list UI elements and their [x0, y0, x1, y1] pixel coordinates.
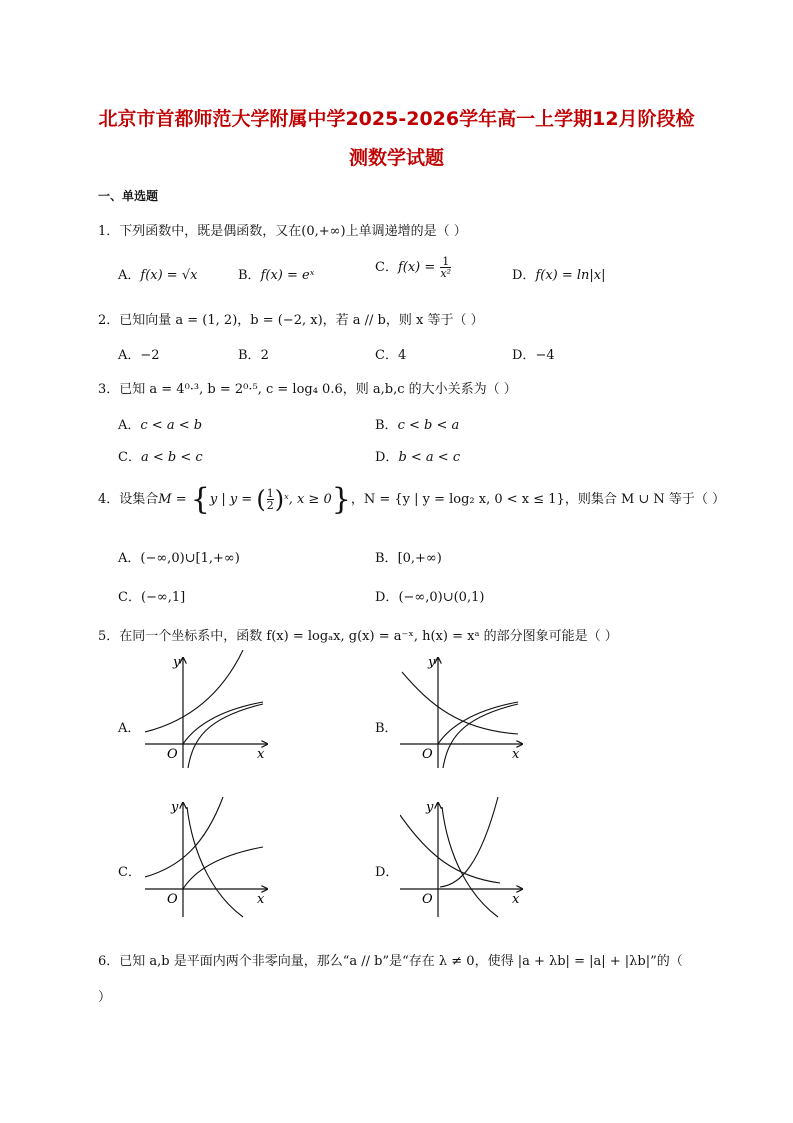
exp-decay-curve: [402, 672, 518, 734]
fraction-numerator: 1: [442, 255, 450, 268]
x-axis-label: x: [257, 747, 265, 762]
question-3-stem: 3．已知 a = 4⁰·³, b = 2⁰·⁵, c = log₄ 0.6，则 a,b,c 的大小关系为（ ）: [98, 382, 517, 397]
section-title: 一、单选题: [98, 189, 159, 203]
origin-label: O: [167, 892, 178, 907]
q1-interval: (0,+∞): [301, 224, 346, 239]
q1-option-b: [238, 264, 314, 283]
exp-curve: [145, 650, 243, 732]
q3-option-c: [118, 446, 203, 465]
option-label: A．: [118, 418, 141, 433]
option-label: C．: [375, 260, 398, 275]
option-text: c < a < b: [140, 418, 203, 433]
fraction-denominator: 2: [266, 499, 274, 512]
right-paren-icon: ): [274, 485, 285, 514]
q1-c-fraction: [440, 256, 451, 279]
origin-label: O: [167, 747, 178, 762]
option-text: 4: [397, 348, 407, 363]
document-title-line1: 北京市首都师范大学附属中学2025-2026学年高一上学期12月阶段检: [98, 108, 695, 130]
option-text: −2: [140, 348, 160, 363]
q1-option-c: [375, 256, 452, 279]
q5-option-a-label: A．: [118, 721, 141, 736]
y-axis-label: y: [428, 655, 436, 670]
q1-stem-after: 上单调递增的是（ ）: [345, 224, 467, 239]
option-label: B．: [238, 348, 261, 363]
q4-option-a: [118, 547, 240, 566]
option-label: D．: [375, 590, 399, 605]
log-curve: [188, 704, 263, 768]
q3-option-a: [118, 414, 202, 433]
option-label: A．: [118, 348, 141, 363]
option-text: f(x) = ln|x|: [535, 268, 606, 283]
option-text: (−∞,0)∪(0,1): [398, 590, 485, 605]
question-5-stem: 5．在同一个坐标系中，函数 f(x) = logₐx, g(x) = a⁻ˣ, h(x) = xᵃ 的部分图象可能是（ ）: [98, 629, 618, 644]
q1-option-d: [512, 264, 606, 283]
right-brace-icon: }: [331, 482, 351, 517]
q4-stem-pre: 4．设集合: [98, 492, 159, 507]
q5-option-d-label: D．: [375, 865, 399, 880]
q5-graph-a: [145, 650, 275, 770]
x-axis-label: x: [512, 892, 520, 907]
option-label: D．: [512, 348, 536, 363]
question-6-stem-line2: ）: [98, 990, 112, 1005]
q3-option-b: [375, 414, 459, 433]
option-label: C．: [375, 348, 398, 363]
option-text: [0,+∞): [397, 551, 442, 566]
option-label: D．: [512, 268, 536, 283]
q4-fraction: [267, 488, 274, 511]
option-label: D．: [375, 450, 399, 465]
power-curve: [438, 702, 518, 744]
option-label: B．: [375, 418, 398, 433]
q4-m-def: M =: [158, 492, 191, 507]
q4-option-d: [375, 586, 484, 605]
option-text: b < a < c: [398, 450, 461, 465]
q1-option-a: [118, 264, 197, 283]
x-axis-label: x: [512, 747, 520, 762]
q2-option-d: [512, 344, 555, 363]
q4-m-inner-right: ˣ, x ≥ 0: [284, 492, 332, 507]
option-label: B．: [375, 551, 398, 566]
q4-option-c: [118, 586, 185, 605]
q3-option-d: [375, 446, 460, 465]
q5-option-c-label: C．: [118, 865, 141, 880]
document-title-line2: 测数学试题: [348, 147, 444, 169]
question-4-stem: [98, 482, 725, 517]
left-paren-icon: (: [256, 485, 266, 514]
option-text: 2: [260, 348, 269, 363]
q4-m-inner: y | y =: [209, 492, 257, 507]
q5-graph-d: [400, 795, 530, 920]
origin-label: O: [422, 892, 433, 907]
option-label: A．: [118, 551, 141, 566]
fraction-denominator: x²: [440, 267, 452, 280]
option-text: f(x) = √x: [140, 268, 198, 283]
question-1-stem: [98, 220, 467, 239]
q4-option-b: [375, 547, 442, 566]
y-axis-label: y: [171, 800, 179, 815]
q5-graph-b: [400, 650, 530, 770]
q1-stem-before: 1．下列函数中，既是偶函数，又在: [98, 224, 302, 239]
exp-curve: [145, 797, 223, 877]
option-text: f(x) = eˣ: [260, 268, 315, 283]
q5-option-b-label: B．: [375, 721, 398, 736]
option-label: B．: [238, 268, 261, 283]
option-text: (−∞,1]: [140, 590, 186, 605]
x-axis-label: x: [257, 892, 265, 907]
q2-option-b: [238, 344, 269, 363]
option-text: −4: [535, 348, 555, 363]
option-label: A．: [118, 268, 141, 283]
exp-decay-curve: [400, 815, 500, 883]
log-curve: [443, 704, 518, 768]
q2-option-a: [118, 344, 160, 363]
option-label: C．: [118, 450, 141, 465]
origin-label: O: [422, 747, 433, 762]
q4-stem-mid: ，N = {y | y = log₂ x, 0 < x ≤ 1}，则集合 M ∪ N 等于（ ）: [350, 492, 726, 507]
question-2-stem: 2．已知向量 a = (1, 2)，b = (−2, x)，若 a // b，则 x 等于（ ）: [98, 313, 484, 328]
q2-option-c: [375, 344, 406, 363]
fraction-numerator: 1: [266, 487, 274, 500]
question-6-stem-line1: 6．已知 a,b 是平面内两个非零向量，那么“a // b”是“存在 λ ≠ 0，使得 |a + λb| = |a| + |λb|”的（: [98, 954, 683, 969]
option-text: (−∞,0)∪[1,+∞): [140, 551, 240, 566]
power-curve: [183, 702, 263, 744]
option-text: c < b < a: [397, 418, 460, 433]
power-curve: [183, 847, 263, 889]
y-axis-label: y: [426, 800, 434, 815]
y-axis-label: y: [173, 655, 181, 670]
option-text: f(x) =: [397, 260, 436, 275]
q5-graph-c: [145, 795, 275, 920]
option-text: a < b < c: [140, 450, 203, 465]
option-label: C．: [118, 590, 141, 605]
left-brace-icon: {: [190, 482, 210, 517]
